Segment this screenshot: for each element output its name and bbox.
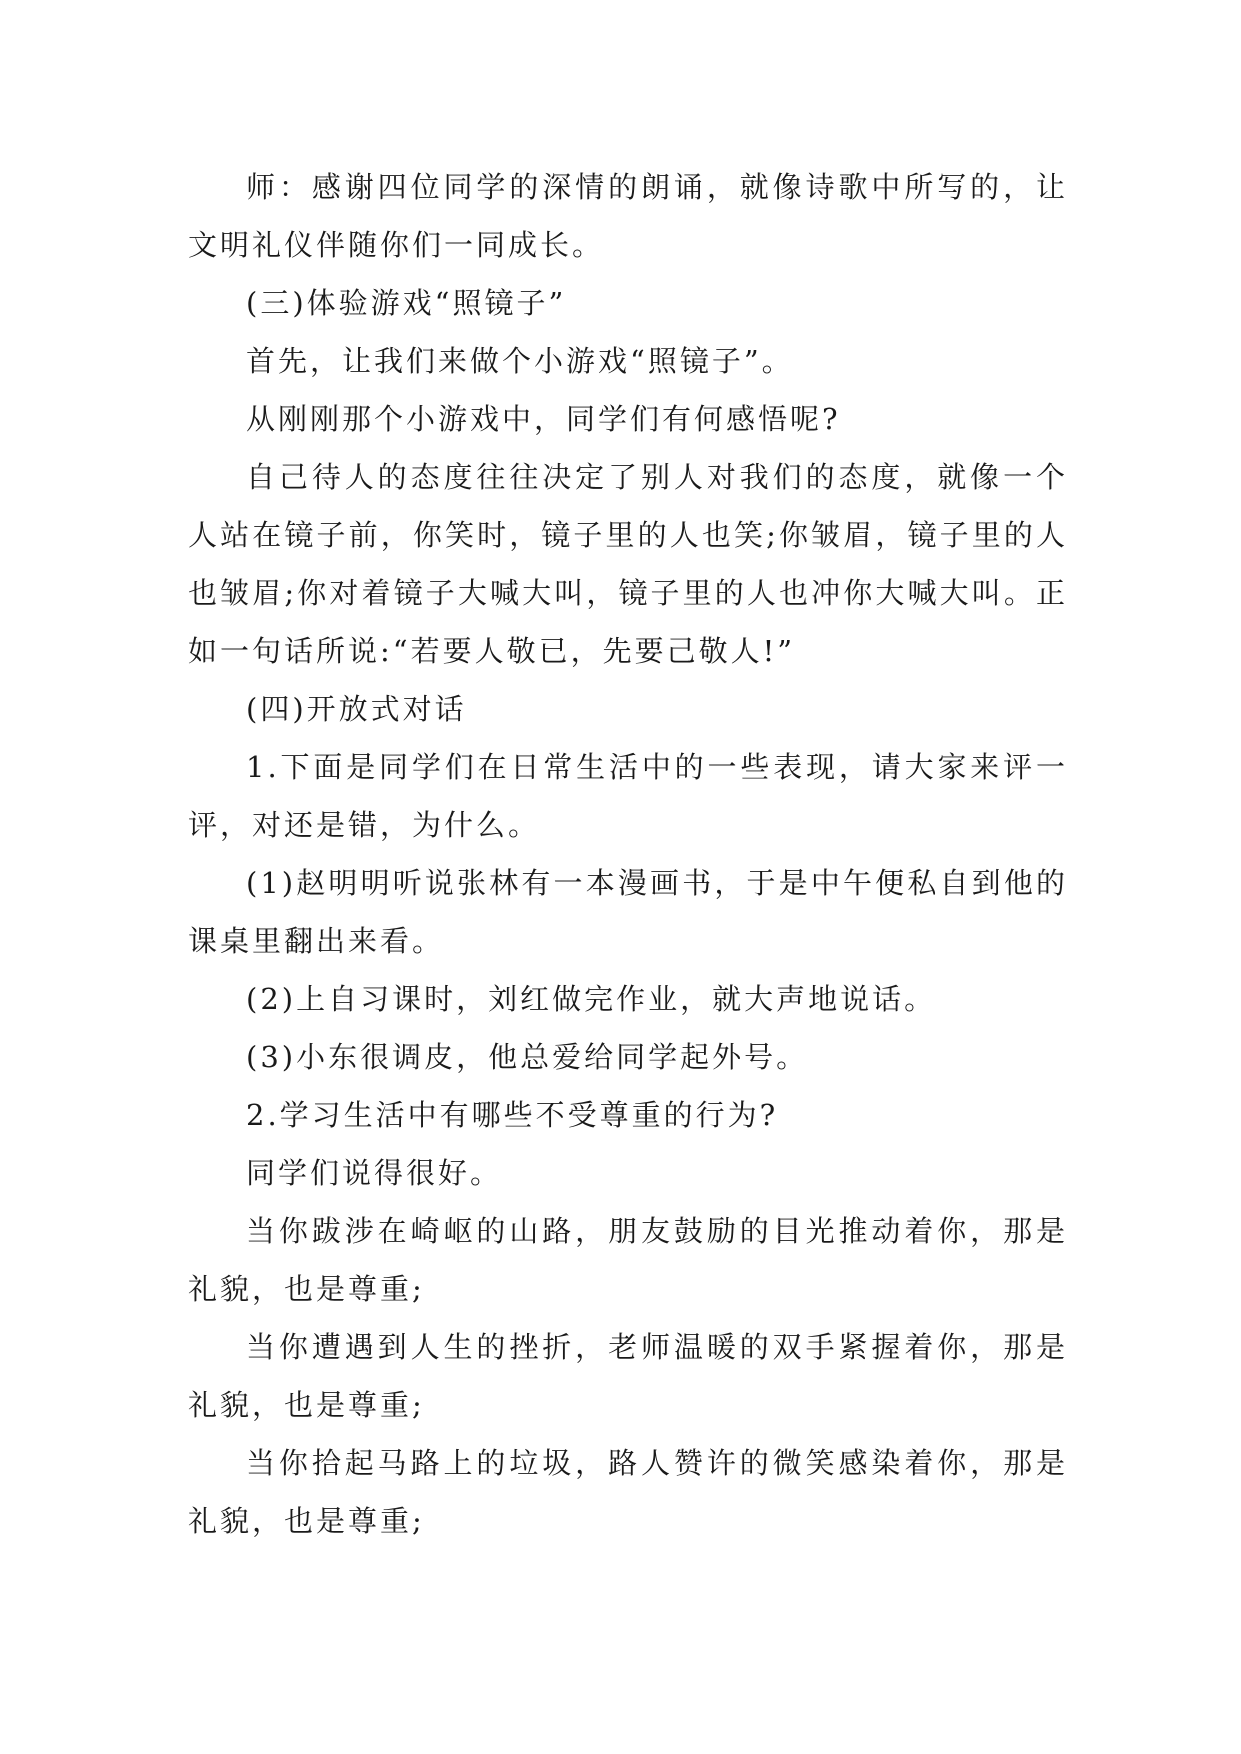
document-body	[188, 158, 1068, 1550]
paragraph-teacher-thanks: 师：感谢四位同学的深情的朗诵，就像诗歌中所写的，让文明礼仪伴随你们一同成长。	[188, 170, 1068, 262]
paragraph-praise: 同学们说得很好。	[246, 1156, 503, 1190]
paragraph-game-question: 从刚刚那个小游戏中，同学们有何感悟呢?	[246, 402, 841, 436]
paragraph-respect-3: 当你拾起马路上的垃圾，路人赞许的微笑感染着你，那是礼貌，也是尊重;	[188, 1446, 1068, 1538]
section-heading-mirror-game: (三)体验游戏“照镜子”	[246, 286, 567, 320]
paragraph-case-2: (2)上自习课时，刘红做完作业，就大声地说话。	[246, 982, 937, 1016]
paragraph-question-1: 1.下面是同学们在日常生活中的一些表现，请大家来评一评，对还是错，为什么。	[188, 750, 1068, 842]
section-heading-open-dialogue: (四)开放式对话	[246, 692, 467, 726]
paragraph-case-3: (3)小东很调皮，他总爱给同学起外号。	[246, 1040, 809, 1074]
paragraph-game-intro: 首先，让我们来做个小游戏“照镜子”。	[246, 344, 794, 378]
paragraph-respect-1: 当你跋涉在崎岖的山路，朋友鼓励的目光推动着你，那是礼貌，也是尊重;	[188, 1214, 1068, 1306]
paragraph-question-2: 2.学习生活中有哪些不受尊重的行为?	[246, 1098, 779, 1132]
paragraph-respect-2: 当你遭遇到人生的挫折，老师温暖的双手紧握着你，那是礼貌，也是尊重;	[188, 1330, 1068, 1422]
paragraph-case-1: (1)赵明明听说张林有一本漫画书，于是中午便私自到他的课桌里翻出来看。	[188, 866, 1068, 958]
paragraph-mirror-lesson: 自己待人的态度往往决定了别人对我们的态度，就像一个人站在镜子前，你笑时，镜子里的人也笑;你皱眉，镜子里的人也皱眉;你对着镜子大喊大叫，镜子里的人也冲你大喊大叫。正如一句话所说:“若要人敬已，先要己敬人!”	[188, 460, 1068, 668]
